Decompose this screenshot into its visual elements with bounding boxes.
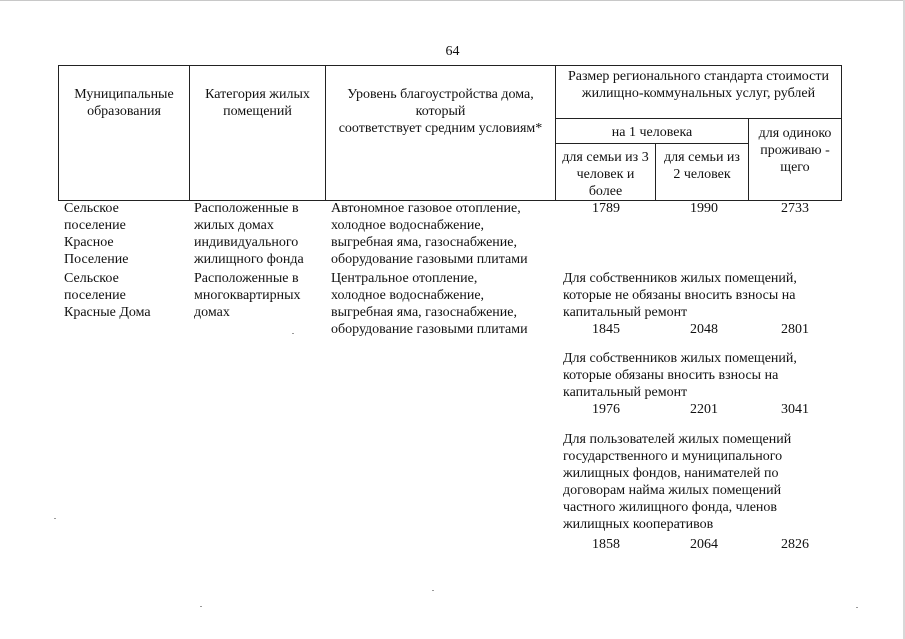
header-standard-size: Размер регионального стандарта стоимости жилищно-коммунальных услуг, рублей	[556, 66, 842, 119]
group2-value-family3: 1976	[592, 402, 620, 417]
group2-label: Для собственников жилых помещений, которые обязаны вносить взносы на капитальный ремонт	[563, 351, 797, 400]
group3-label: Для пользователей жилых помещений государственного и муниципального жилищных фондов, нанимателей по договорам найма жилых помещений частного жилищного фонда, членов жилищных кооперативов	[563, 432, 792, 532]
group3-value-family2: 2064	[690, 537, 718, 552]
group2-value-single: 3041	[781, 402, 809, 417]
group1-value-family2: 2048	[690, 322, 718, 337]
row1-value-single: 2733	[781, 201, 809, 216]
row1-value-family2: 1990	[690, 201, 718, 216]
header-municipality: Муниципальные образования	[59, 66, 190, 201]
header-single: для одиноко проживаю - щего	[749, 119, 842, 201]
header-level: Уровень благоустройства дома, который соответствует средним условиям*	[326, 66, 556, 201]
group1-value-single: 2801	[781, 322, 809, 337]
group1-label: Для собственников жилых помещений, которые не обязаны вносить взносы на капитальный ремонт	[563, 271, 797, 320]
group3-value-single: 2826	[781, 537, 809, 552]
row2-category: Расположенные в многоквартирных домах	[194, 271, 301, 320]
row1-category: Расположенные в жилых домах индивидуального жилищного фонда	[194, 201, 304, 267]
header-per-person: на 1 человека	[556, 119, 749, 144]
group2-value-family2: 2201	[690, 402, 718, 417]
row1-municipality: Сельское поселение Красное Поселение	[64, 201, 129, 267]
row2-municipality: Сельское поселение Красные Дома	[64, 271, 151, 320]
group1-value-family3: 1845	[592, 322, 620, 337]
row2-level: Центральное отопление, холодное водоснабжение, выгребная яма, газоснабжение, оборудование газовыми плитами	[331, 271, 528, 337]
header-family-2: для семьи из 2 человек	[656, 144, 749, 201]
row1-level: Автономное газовое отопление, холодное водоснабжение, выгребная яма, газоснабжение, оборудование газовыми плитами	[331, 201, 528, 267]
header-family-3: для семьи из 3 человек и более	[556, 144, 656, 201]
header-category: Категория жилых помещений	[190, 66, 326, 201]
row1-value-family3: 1789	[592, 201, 620, 216]
page-number: 64	[445, 44, 460, 59]
group3-value-family3: 1858	[592, 537, 620, 552]
